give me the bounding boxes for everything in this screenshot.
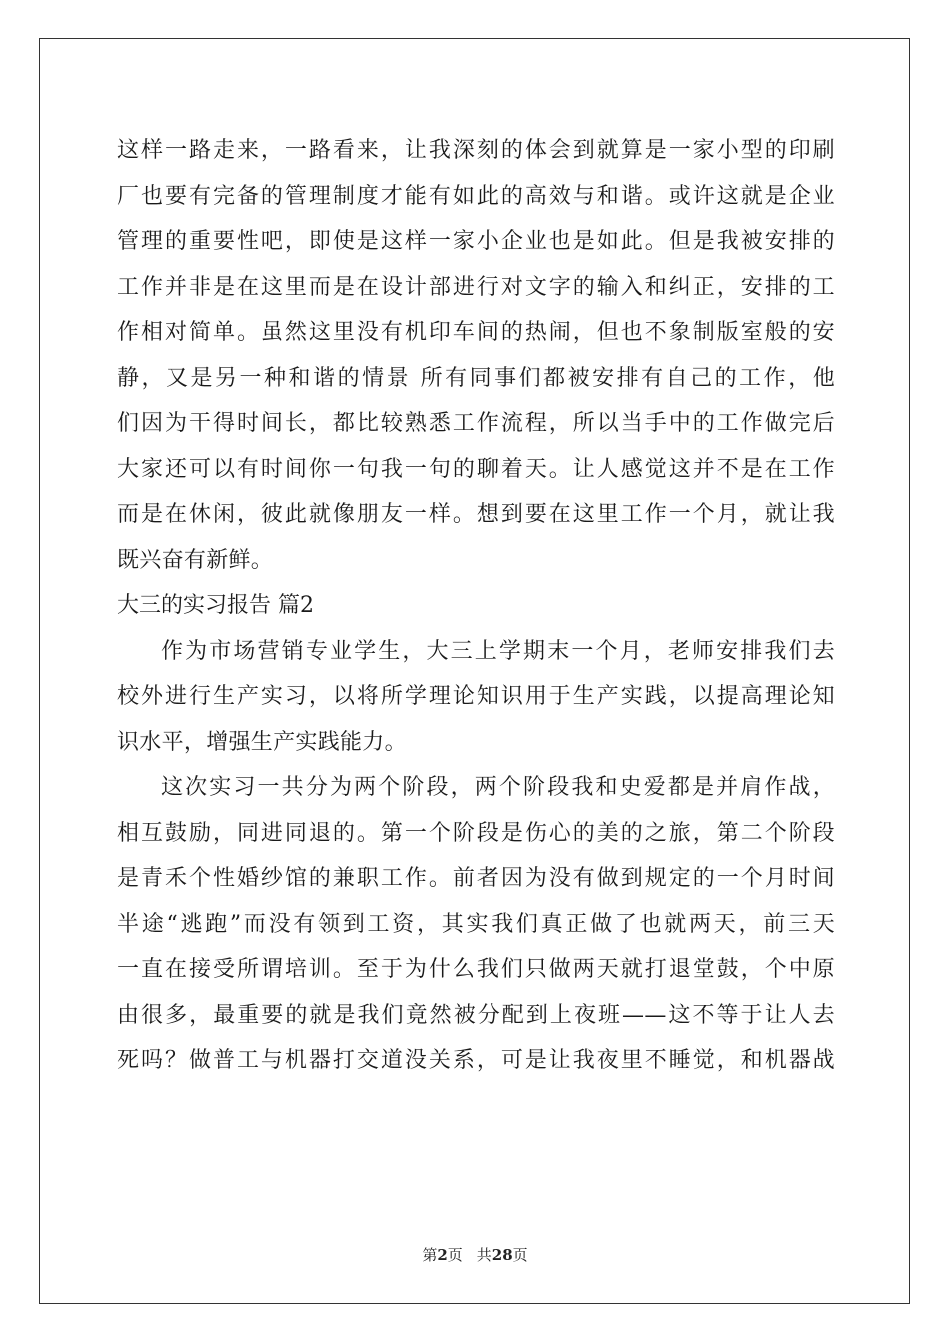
text-line: 这样一路走来，一路看来，让我深刻的体会到就算是一家小型的印刷	[117, 138, 835, 163]
text-line: 一直在接受所谓培训。至于为什么我们只做两天就打退堂鼓，个中原	[117, 957, 835, 982]
text-line: 作为市场营销专业学生，大三上学期末一个月，老师安排我们去	[161, 638, 835, 664]
section-heading: 大三的实习报告 篇2	[117, 593, 314, 618]
paragraph-2	[117, 629, 835, 766]
footer-total-prefix: 共	[476, 1246, 492, 1264]
text-line: 厂也要有完备的管理制度才能有如此的高效与和谐。或许这就是企业	[117, 183, 835, 209]
text-line: 而是在休闲，彼此就像朋友一样。想到要在这里工作一个月，就让我	[117, 502, 835, 527]
text-line: 半途“逃跑”而没有领到工资，其实我们真正做了也就两天，前三天	[117, 911, 835, 937]
text-line: 相互鼓励，同进同退的。第一个阶段是伤心的美的之旅，第二个阶段	[117, 820, 835, 846]
paragraph-1	[117, 128, 835, 583]
text-line: 是青禾个性婚纱馆的兼职工作。前者因为没有做到规定的一个月时间	[117, 866, 835, 891]
footer-prefix: 第	[422, 1246, 438, 1264]
text-line: 由很多，最重要的就是我们竟然被分配到上夜班——这不等于让人去	[117, 1002, 835, 1028]
text-line: 大家还可以有时间你一句我一句的聊着天。让人感觉这并不是在工作	[117, 456, 835, 482]
paragraph-3	[117, 765, 835, 1084]
text-line: 们因为干得时间长，都比较熟悉工作流程，所以当手中的工作做完后	[117, 411, 835, 436]
footer-total-suffix: 页	[512, 1246, 528, 1264]
text-line: 工作并非是在这里而是在设计部进行对文字的输入和纠正，安排的工	[117, 274, 835, 300]
text-line: 这次实习一共分为两个阶段，两个阶段我和史爱都是并肩作战，	[161, 775, 835, 800]
text-line: 死吗？做普工与机器打交道没关系，可是让我夜里不睡觉，和机器战	[117, 1048, 835, 1073]
page-footer	[0, 1244, 950, 1265]
document-body	[117, 128, 835, 1084]
text-line: 管理的重要性吧，即使是这样一家小企业也是如此。但是我被安排的	[117, 229, 835, 254]
total-pages: 28	[491, 1246, 513, 1264]
text-line: 静，又是另一种和谐的情景 所有同事们都被安排有自己的工作，他	[117, 365, 835, 391]
page-number: 2	[437, 1246, 448, 1264]
footer-page-suffix: 页	[447, 1246, 463, 1264]
text-line: 识水平，增强生产实践能力。	[117, 729, 407, 755]
text-line: 作相对简单。虽然这里没有机印车间的热闹，但也不象制版室般的安	[117, 320, 835, 345]
text-line: 既兴奋有新鲜。	[117, 547, 274, 573]
text-line: 校外进行生产实习，以将所学理论知识用于生产实践，以提高理论知	[117, 684, 835, 709]
